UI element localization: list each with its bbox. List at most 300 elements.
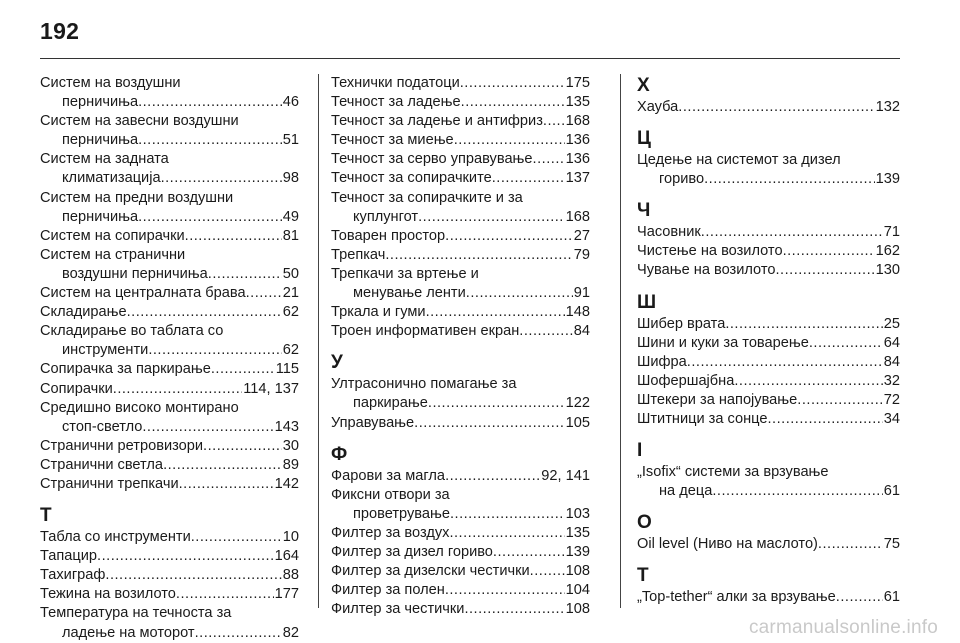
index-entry	[637, 223, 900, 242]
index-entry-text: Часовник	[637, 224, 701, 241]
index-entry-line	[40, 399, 299, 418]
index-page-ref: 114, 137	[243, 380, 299, 397]
index-entry-line	[40, 528, 299, 547]
index-entry-text: Сопирачка за паркирање	[40, 361, 211, 378]
index-letter-heading: У	[331, 352, 343, 374]
index-page-ref: 79	[573, 246, 590, 263]
index-entry-text: менување ленти	[353, 285, 466, 302]
index-entry-line	[40, 150, 299, 169]
dot-leader	[519, 322, 572, 341]
index-entry-text: Табла со инструменти	[40, 529, 191, 546]
dot-leader	[138, 131, 282, 150]
index-page-ref: 130	[875, 262, 900, 279]
index-entry-text: „Top-tether“ алки за врзување	[637, 589, 836, 606]
index-entry-line	[40, 437, 299, 456]
index-entry-text: Течност за сопирачките и за	[331, 189, 523, 206]
index-page-ref: 142	[274, 475, 299, 492]
index-entry	[40, 360, 299, 379]
index-entry-text: проветрување	[353, 505, 450, 522]
header-rule	[40, 58, 900, 59]
dot-leader	[445, 581, 565, 600]
dot-leader	[113, 380, 243, 399]
index-entry-text: перничиња	[62, 132, 139, 149]
index-entry-text: Хауба	[637, 99, 679, 115]
index-entry-line	[331, 208, 590, 227]
index-entry-line	[331, 303, 590, 322]
index-entry	[331, 189, 590, 227]
index-page-ref: 148	[565, 304, 590, 321]
index-page-ref: 51	[282, 132, 299, 149]
dot-leader	[734, 372, 882, 391]
index-entry-line	[637, 315, 900, 334]
dot-leader	[418, 208, 565, 227]
dot-leader	[161, 169, 282, 188]
dot-leader	[836, 588, 883, 607]
index-entry-line	[331, 246, 590, 265]
index-entry-text: Странични светла	[40, 456, 164, 473]
index-entry-line	[331, 227, 590, 246]
dot-leader	[687, 353, 883, 372]
dot-leader	[775, 261, 874, 280]
index-page-ref: 108	[565, 601, 590, 618]
index-entry-text: Управување	[331, 414, 415, 431]
index-page-ref: 49	[282, 208, 299, 225]
index-page-ref: 25	[883, 315, 900, 332]
index-entry	[331, 524, 590, 543]
index-entry-text: Технички податоци	[331, 75, 460, 91]
index-entry-text: Штекери за напојување	[637, 391, 798, 408]
index-entry	[331, 467, 590, 486]
index-entry	[637, 315, 900, 334]
index-page-ref: 137	[565, 170, 590, 187]
dot-leader	[97, 547, 274, 566]
index-entry	[331, 414, 590, 433]
index-entry-line	[331, 375, 590, 394]
index-page-ref: 21	[282, 285, 299, 302]
index-letter-heading: Ш	[637, 291, 657, 313]
index-entry-line	[331, 600, 590, 619]
index-entry	[40, 456, 299, 475]
index-entry-line	[40, 227, 299, 246]
dot-leader	[445, 227, 573, 246]
index-entry-text: стоп-светло	[62, 418, 143, 435]
index-entry-text: Странични ретровизори	[40, 437, 204, 454]
index-entry-text: Филтер за полен	[331, 582, 445, 599]
index-entry-text: Фиксни отвори за	[331, 486, 450, 503]
index-entry-line	[40, 189, 299, 208]
index-entry-line	[637, 410, 900, 429]
index-entry-line	[40, 131, 299, 150]
index-page-ref: 139	[565, 543, 590, 560]
index-page-ref: 81	[282, 227, 299, 244]
index-entry	[637, 588, 900, 607]
page-number: 192	[40, 18, 80, 44]
index-letter-heading: O	[637, 512, 652, 534]
index-letter-heading: Х	[637, 75, 650, 96]
index-entry-text: перничиња	[62, 94, 139, 111]
index-column-2	[331, 74, 590, 619]
dot-leader	[176, 585, 274, 604]
dot-leader	[704, 170, 875, 189]
index-page-ref: 84	[573, 323, 590, 340]
index-entry-text: паркирање	[353, 395, 428, 412]
index-entry	[331, 246, 590, 265]
index-entry	[40, 547, 299, 566]
index-entry	[40, 437, 299, 456]
index-entry	[331, 265, 590, 303]
dot-leader	[530, 562, 565, 581]
index-entry	[331, 543, 590, 562]
dot-leader	[385, 246, 572, 265]
index-entry	[331, 74, 590, 93]
index-page-ref: 105	[565, 414, 590, 431]
index-page-ref: 168	[565, 208, 590, 225]
index-page-ref: 62	[282, 342, 299, 359]
watermark: carmanualsonline.info	[748, 617, 938, 638]
index-entry	[40, 585, 299, 604]
index-entry-text: Систем на странични	[40, 246, 186, 263]
index-page-ref: 61	[883, 589, 900, 606]
index-entry	[40, 227, 299, 246]
index-page-ref: 89	[282, 456, 299, 473]
index-entry-line	[40, 208, 299, 227]
index-entry	[637, 334, 900, 353]
index-entry-line	[637, 535, 900, 554]
index-page-ref: 103	[565, 505, 590, 522]
index-entry	[331, 131, 590, 150]
index-entry	[40, 528, 299, 547]
dot-leader	[246, 284, 282, 303]
index-entry-line	[331, 467, 590, 486]
index-entry	[331, 93, 590, 112]
index-page-ref: 139	[875, 171, 900, 188]
index-entry	[40, 150, 299, 188]
index-page-ref: 84	[883, 353, 900, 370]
index-page-ref: 72	[883, 391, 900, 408]
index-page-ref: 46	[282, 94, 299, 111]
dot-leader	[428, 394, 565, 413]
index-page-ref: 32	[883, 372, 900, 389]
index-entry-text: Шини и куки за товарење	[637, 334, 809, 351]
dot-leader	[138, 93, 282, 112]
index-page-ref: 135	[565, 94, 590, 111]
dot-leader	[127, 303, 282, 322]
index-entry	[40, 112, 299, 150]
index-letter-heading: Ч	[637, 200, 651, 222]
index-letter-heading: Ц	[637, 128, 651, 150]
index-entry-text: Чистење на возилото	[637, 243, 783, 260]
index-letter-heading: Т	[40, 505, 52, 527]
index-entry-line	[40, 93, 299, 112]
dot-leader	[414, 414, 564, 433]
index-page-ref: 136	[565, 132, 590, 149]
index-entry-line	[331, 131, 590, 150]
index-entry	[331, 112, 590, 131]
index-page-ref: 27	[573, 227, 590, 244]
index-entry-text: Филтер за дизел гориво	[331, 543, 493, 560]
index-entry-line	[40, 169, 299, 188]
index-entry-line	[40, 246, 299, 265]
index-entry-line	[40, 360, 299, 379]
index-entry-line	[637, 353, 900, 372]
index-entry-text: перничиња	[62, 208, 139, 225]
index-entry-line	[637, 170, 900, 189]
index-entry	[40, 189, 299, 227]
index-entry-text: Филтер за дизелски честички	[331, 563, 530, 580]
index-entry	[40, 604, 299, 642]
index-entry-text: Складирање во таблата со	[40, 323, 224, 340]
index-entry-line	[637, 372, 900, 391]
index-entry	[331, 322, 590, 341]
index-entry-text: Тежина на возилото	[40, 586, 176, 603]
index-column-3	[637, 74, 900, 608]
dot-leader	[148, 341, 281, 360]
index-entry-line	[637, 463, 900, 482]
index-letter-heading: I	[637, 440, 643, 462]
dot-leader	[818, 535, 883, 554]
index-entry-line	[40, 74, 299, 93]
index-page-ref: 177	[274, 586, 299, 603]
index-entry-line	[40, 418, 299, 437]
index-entry	[331, 375, 590, 413]
dot-leader	[466, 284, 573, 303]
dot-leader	[543, 112, 565, 131]
index-entry-line	[40, 475, 299, 494]
dot-leader	[533, 150, 565, 169]
index-entry-text: Систем на задната	[40, 151, 169, 168]
index-page-ref: 50	[282, 265, 299, 282]
index-entry-line	[40, 112, 299, 131]
index-entry-text: Чување на возилото	[637, 262, 776, 279]
index-page-ref: 168	[565, 113, 590, 130]
index-page-ref: 115	[275, 361, 299, 378]
index-entry-line	[637, 151, 900, 170]
index-entry	[40, 246, 299, 284]
index-entry-text: Троен информативен екран	[331, 323, 520, 340]
dot-leader	[454, 131, 565, 150]
dot-leader	[445, 467, 540, 486]
index-entry-text: Тахиграф	[40, 567, 106, 584]
index-entry	[40, 303, 299, 322]
index-page-ref: 136	[565, 151, 590, 168]
index-entry	[331, 169, 590, 188]
index-entry-line	[331, 265, 590, 284]
index-entry-line	[637, 98, 900, 117]
index-entry-line	[331, 169, 590, 188]
index-entry	[331, 150, 590, 169]
index-entry-text: инструменти	[62, 342, 149, 359]
index-page-ref: 164	[274, 548, 299, 565]
index-page-ref: 92, 141	[541, 467, 590, 484]
index-page-ref: 10	[282, 529, 299, 546]
dot-leader	[138, 208, 282, 227]
column-divider	[620, 74, 621, 608]
dot-leader	[493, 543, 565, 562]
index-entry-text: Трепкач	[331, 246, 386, 263]
index-page-ref: 91	[573, 285, 590, 302]
index-entry	[331, 227, 590, 246]
index-entry-line	[40, 284, 299, 303]
index-entry-text: Штитници за сонце	[637, 411, 768, 428]
index-entry-line	[637, 223, 900, 242]
dot-leader	[492, 169, 565, 188]
index-entry-text: Странични трепкачи	[40, 475, 179, 492]
index-entry	[40, 284, 299, 303]
index-entry-text: Тркала и гуми	[331, 304, 426, 321]
index-entry	[40, 74, 299, 112]
index-entry-text: Сопирачки	[40, 380, 113, 397]
dot-leader	[725, 315, 882, 334]
index-page-ref: 64	[883, 334, 900, 351]
index-entry-line	[331, 543, 590, 562]
index-page-ref: 175	[565, 75, 590, 91]
index-entry-text: „Isofix“ системи за врзување	[637, 464, 829, 481]
index-entry-line	[331, 112, 590, 131]
index-entry-text: на деца	[659, 483, 713, 500]
dot-leader	[211, 360, 275, 379]
index-entry-line	[40, 566, 299, 585]
index-entry-text: Течност за сопирачките	[331, 170, 492, 187]
dot-leader	[208, 265, 282, 284]
index-entry	[331, 303, 590, 322]
index-entry-line	[331, 284, 590, 303]
index-entry-line	[637, 482, 900, 501]
dot-leader	[185, 227, 282, 246]
index-entry-text: Температура на течноста за	[40, 605, 232, 622]
index-entry-line	[637, 391, 900, 410]
dot-leader	[461, 93, 565, 112]
index-page-ref: 62	[282, 304, 299, 321]
index-page-ref: 34	[883, 411, 900, 428]
index-entry-text: Ултрасонично помагање за	[331, 376, 517, 393]
index-entry-text: ладење на моторот	[62, 624, 195, 641]
index-entry-line	[331, 394, 590, 413]
index-entry-text: Шофершајбна	[637, 372, 735, 389]
index-entry	[331, 581, 590, 600]
index-entry-line	[331, 93, 590, 112]
index-entry-line	[40, 547, 299, 566]
index-entry	[637, 261, 900, 280]
index-entry	[637, 98, 900, 117]
index-entry-line	[637, 588, 900, 607]
index-entry-line	[637, 261, 900, 280]
index-entry-line	[331, 414, 590, 433]
dot-leader	[797, 391, 882, 410]
index-page-ref: 75	[883, 536, 900, 553]
index-page-ref: 162	[875, 243, 900, 260]
index-entry	[40, 475, 299, 494]
index-entry-text: климатизација	[62, 170, 161, 187]
index-entry-line	[40, 604, 299, 623]
index-letter-heading: Ф	[331, 443, 348, 465]
index-entry-text: воздушни перничиња	[62, 265, 208, 282]
dot-leader	[179, 475, 274, 494]
index-page-ref: 71	[883, 224, 900, 241]
index-entry-text: Трепкачи за вртење и	[331, 265, 479, 282]
index-entry	[637, 242, 900, 261]
index-entry-text: Течност за ладење и антифриз	[331, 113, 543, 130]
index-entry-text: Течност за ладење	[331, 94, 461, 111]
index-entry-text: Систем на сопирачки	[40, 227, 185, 244]
dot-leader	[426, 303, 565, 322]
index-entry-line	[331, 581, 590, 600]
index-entry-text: Складирање	[40, 304, 127, 321]
index-page-ref: 30	[282, 437, 299, 454]
dot-leader	[767, 410, 882, 429]
index-entry-line	[637, 334, 900, 353]
index-entry-text: Филтер за честички	[331, 601, 465, 618]
index-entry-text: Товарен простор	[331, 227, 446, 244]
dot-leader	[464, 600, 564, 619]
index-entry-line	[40, 456, 299, 475]
index-entry	[637, 353, 900, 372]
index-entry-text: Цедење на системот за дизел	[637, 152, 841, 169]
index-entry-text: Тапацир	[40, 548, 98, 565]
index-page-ref: 143	[274, 418, 299, 435]
index-page-ref: 104	[565, 582, 590, 599]
dot-leader	[142, 418, 273, 437]
index-entry	[40, 566, 299, 585]
index-entry-text: куплунгот	[353, 208, 419, 225]
index-entry-line	[40, 322, 299, 341]
index-entry	[637, 372, 900, 391]
index-entry-line	[331, 74, 590, 93]
column-divider	[318, 74, 319, 608]
dot-leader	[449, 524, 564, 543]
index-entry	[40, 322, 299, 360]
index-entry-line	[331, 524, 590, 543]
index-entry-line	[331, 150, 590, 169]
index-entry-text: Систем на воздушни	[40, 75, 181, 91]
dot-leader	[809, 334, 883, 353]
index-entry-text: Систем на предни воздушни	[40, 189, 234, 206]
dot-leader	[203, 437, 282, 456]
dot-leader	[191, 528, 282, 547]
dot-leader	[163, 456, 282, 475]
index-entry-text: Систем на завесни воздушни	[40, 113, 239, 130]
index-entry-line	[331, 486, 590, 505]
index-entry-line	[331, 322, 590, 341]
index-entry-text: Шифра	[637, 353, 687, 370]
index-entry	[331, 562, 590, 581]
index-entry-line	[40, 380, 299, 399]
index-entry	[637, 535, 900, 554]
dot-leader	[712, 482, 882, 501]
dot-leader	[195, 624, 282, 643]
index-page-ref: 108	[565, 563, 590, 580]
index-entry-line	[331, 562, 590, 581]
index-entry-line	[40, 341, 299, 360]
index-letter-heading: T	[637, 565, 649, 587]
index-entry	[331, 600, 590, 619]
index-entry	[637, 391, 900, 410]
index-entry-line	[40, 265, 299, 284]
index-page-ref: 61	[883, 483, 900, 500]
index-entry	[637, 410, 900, 429]
index-entry	[637, 463, 900, 501]
index-entry-text: Течност за миење	[331, 132, 454, 149]
index-entry	[40, 399, 299, 437]
index-page-ref: 88	[282, 567, 299, 584]
index-entry-text: гориво	[659, 171, 705, 188]
index-entry-text: Течност за серво управување	[331, 151, 533, 168]
index-entry-line	[637, 242, 900, 261]
dot-leader	[783, 242, 875, 261]
index-entry-line	[40, 303, 299, 322]
index-entry-text: Oil level (Ниво на маслото)	[637, 536, 818, 553]
index-entry	[637, 151, 900, 189]
dot-leader	[701, 223, 883, 242]
